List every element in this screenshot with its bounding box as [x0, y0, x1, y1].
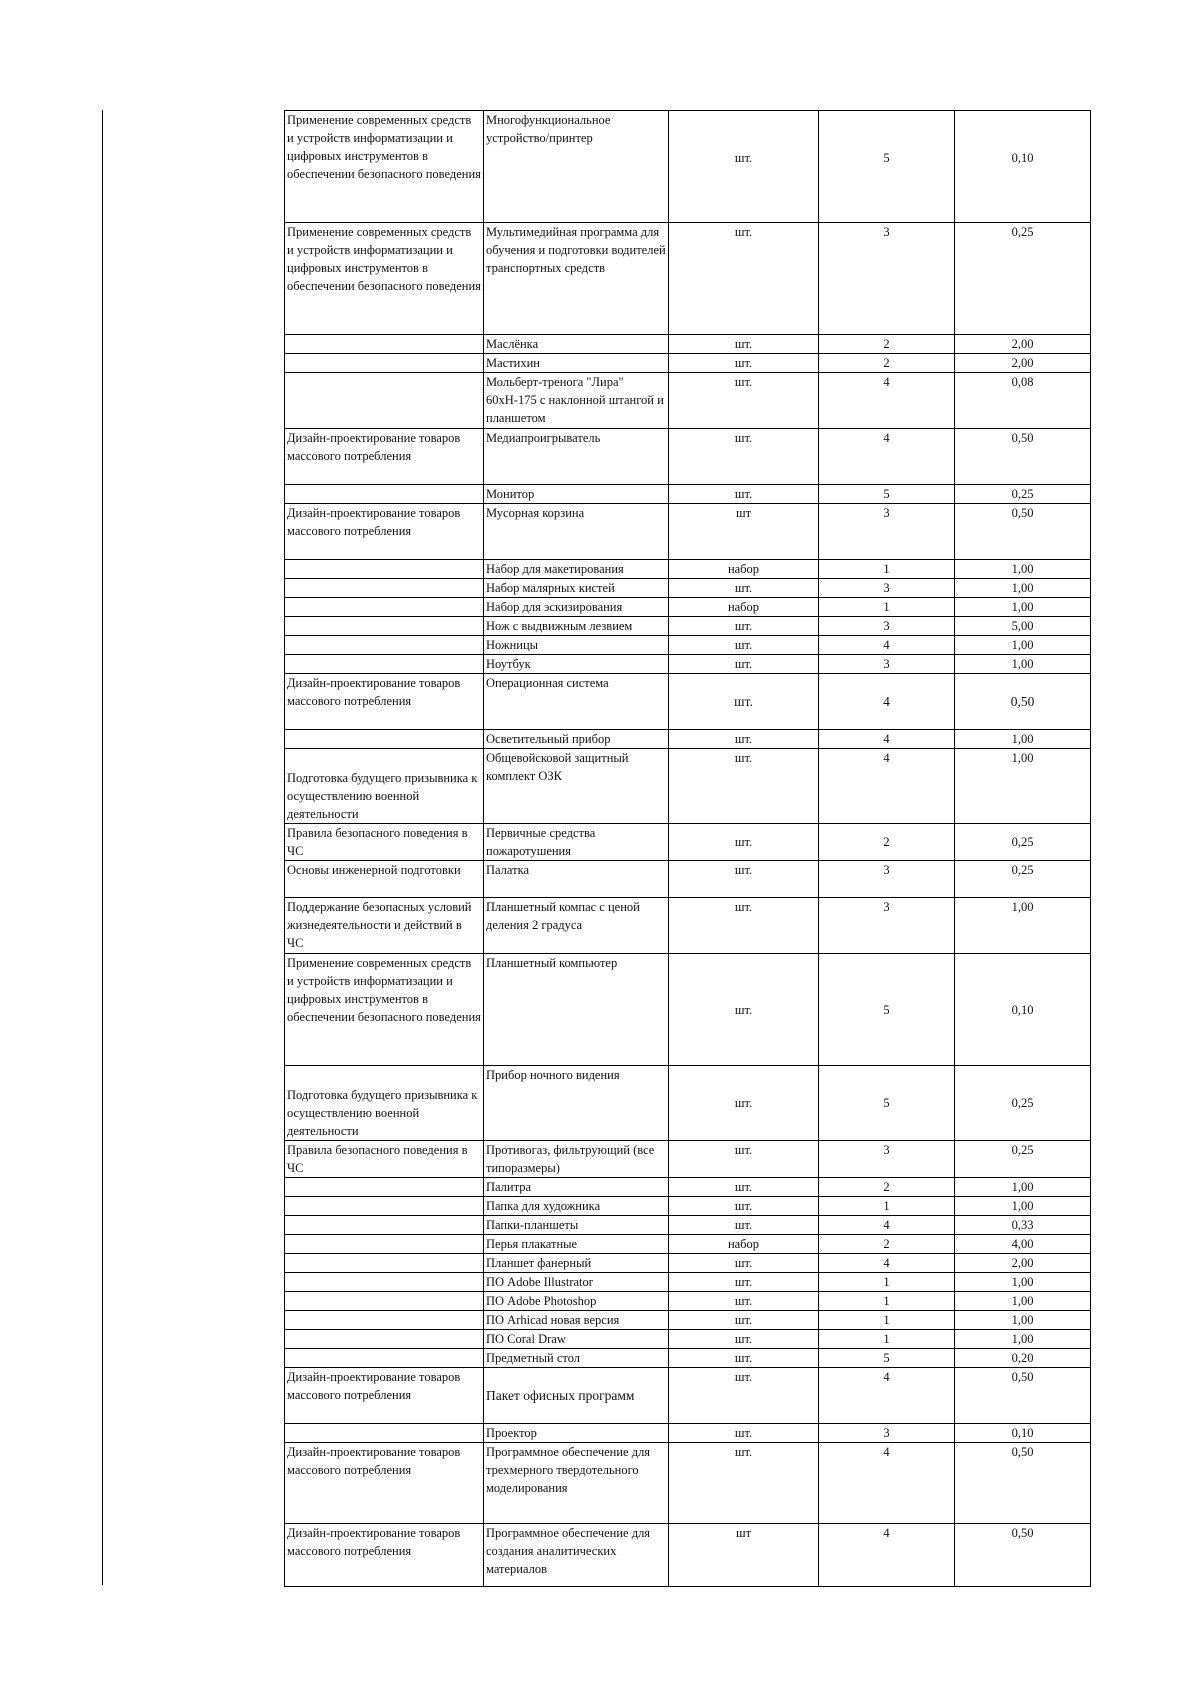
- table-row: [285, 1216, 1091, 1235]
- section-cell: [285, 335, 484, 354]
- table-row: [285, 1524, 1091, 1587]
- unit-cell: шт.: [669, 1216, 819, 1235]
- unit-cell: шт.: [669, 335, 819, 354]
- unit-cell: шт.: [669, 655, 819, 674]
- item-name-cell: Монитор: [484, 485, 669, 504]
- item-name-cell: Палитра: [484, 1178, 669, 1197]
- item-name-cell: Общевойсковой защитный комплект ОЗК: [484, 749, 669, 824]
- table-row: [285, 655, 1091, 674]
- unit-cell: шт.: [669, 1141, 819, 1178]
- table-row: [285, 1066, 1091, 1141]
- item-name-cell: Папка для художника: [484, 1197, 669, 1216]
- section-cell: Применение современных средств и устройств информатизации и цифровых инструментов в обеспечении безопасного поведения: [285, 111, 484, 223]
- item-name-cell: Первичные средства пожаротушения: [484, 824, 669, 861]
- coefficient-cell: 2,00: [955, 335, 1091, 354]
- table-row: [285, 1311, 1091, 1330]
- unit-cell: шт.: [669, 1349, 819, 1368]
- coefficient-cell: 1,00: [955, 749, 1091, 824]
- section-cell: [285, 636, 484, 655]
- item-name-cell: ПО Adobe Photoshop: [484, 1292, 669, 1311]
- item-name-cell: ПО Coral Draw: [484, 1330, 669, 1349]
- item-name-cell: Противогаз, фильтрующий (все типоразмеры): [484, 1141, 669, 1178]
- unit-cell: шт.: [669, 1311, 819, 1330]
- coefficient-cell: 1,00: [955, 1311, 1091, 1330]
- item-name-cell: Многофункциональное устройство/принтер: [484, 111, 669, 223]
- quantity-cell: 1: [819, 598, 955, 617]
- table-row: [285, 1368, 1091, 1424]
- unit-cell: шт.: [669, 954, 819, 1066]
- item-name-cell: Набор для макетирования: [484, 560, 669, 579]
- unit-cell: шт.: [669, 485, 819, 504]
- coefficient-cell: 0,33: [955, 1216, 1091, 1235]
- unit-cell: шт.: [669, 861, 819, 898]
- coefficient-cell: 0,25: [955, 1141, 1091, 1178]
- quantity-cell: 2: [819, 1235, 955, 1254]
- table-row: [285, 1330, 1091, 1349]
- quantity-cell: 3: [819, 504, 955, 560]
- section-cell: [285, 373, 484, 429]
- unit-cell: шт.: [669, 1254, 819, 1273]
- table-row: [285, 223, 1091, 335]
- coefficient-cell: 0,50: [955, 1443, 1091, 1524]
- unit-cell: шт.: [669, 1368, 819, 1424]
- quantity-cell: 1: [819, 1197, 955, 1216]
- coefficient-cell: 1,00: [955, 560, 1091, 579]
- item-name-cell: Ножницы: [484, 636, 669, 655]
- table-row: [285, 598, 1091, 617]
- item-name-cell: Планшет фанерный: [484, 1254, 669, 1273]
- item-name-cell: Пакет офисных программ: [484, 1368, 669, 1424]
- table-row: [285, 1273, 1091, 1292]
- section-cell: [285, 598, 484, 617]
- quantity-cell: 3: [819, 579, 955, 598]
- table-row: [285, 1349, 1091, 1368]
- section-cell: Дизайн-проектирование товаров массового потребления: [285, 674, 484, 730]
- item-name-cell: Медиапроигрыватель: [484, 429, 669, 485]
- unit-cell: шт.: [669, 824, 819, 861]
- unit-cell: шт.: [669, 749, 819, 824]
- section-cell: Дизайн-проектирование товаров массового потребления: [285, 1443, 484, 1524]
- quantity-cell: 3: [819, 861, 955, 898]
- section-cell: Применение современных средств и устройств информатизации и цифровых инструментов в обеспечении безопасного поведения: [285, 223, 484, 335]
- coefficient-cell: 4,00: [955, 1235, 1091, 1254]
- quantity-cell: 1: [819, 1292, 955, 1311]
- quantity-cell: 3: [819, 898, 955, 954]
- coefficient-cell: 0,25: [955, 861, 1091, 898]
- quantity-cell: 5: [819, 954, 955, 1066]
- quantity-cell: 4: [819, 636, 955, 655]
- unit-cell: шт.: [669, 111, 819, 223]
- section-cell: [285, 1235, 484, 1254]
- table-row: [285, 636, 1091, 655]
- quantity-cell: 4: [819, 373, 955, 429]
- coefficient-cell: 0,25: [955, 1066, 1091, 1141]
- item-name-cell: Операционная система: [484, 674, 669, 730]
- table-row: [285, 1254, 1091, 1273]
- equipment-table: [284, 110, 1091, 1587]
- item-name-cell: Программное обеспечение для создания аналитических материалов: [484, 1524, 669, 1587]
- coefficient-cell: 0,10: [955, 1424, 1091, 1443]
- quantity-cell: 2: [819, 354, 955, 373]
- quantity-cell: 2: [819, 824, 955, 861]
- item-name-cell: Ноутбук: [484, 655, 669, 674]
- section-cell: Дизайн-проектирование товаров массового потребления: [285, 1524, 484, 1587]
- quantity-cell: 5: [819, 1066, 955, 1141]
- section-cell: [285, 730, 484, 749]
- section-cell: [285, 655, 484, 674]
- item-name-cell: Планшетный компас с ценой деления 2 градуса: [484, 898, 669, 954]
- coefficient-cell: 0,10: [955, 111, 1091, 223]
- section-cell: Правила безопасного поведения в ЧС: [285, 824, 484, 861]
- item-name-cell: Маслёнка: [484, 335, 669, 354]
- unit-cell: набор: [669, 1235, 819, 1254]
- unit-cell: шт.: [669, 429, 819, 485]
- table-row: [285, 579, 1091, 598]
- unit-cell: шт.: [669, 223, 819, 335]
- quantity-cell: 4: [819, 1524, 955, 1587]
- coefficient-cell: 5,00: [955, 617, 1091, 636]
- item-name-cell: Набор для эскизирования: [484, 598, 669, 617]
- table-row: [285, 898, 1091, 954]
- section-cell: [285, 1330, 484, 1349]
- item-name-cell: Осветительный прибор: [484, 730, 669, 749]
- table-row: [285, 749, 1091, 824]
- table-row: [285, 429, 1091, 485]
- unit-cell: шт.: [669, 730, 819, 749]
- unit-cell: шт.: [669, 617, 819, 636]
- coefficient-cell: 0,50: [955, 1524, 1091, 1587]
- table-row: [285, 485, 1091, 504]
- unit-cell: шт.: [669, 373, 819, 429]
- table-row: [285, 824, 1091, 861]
- quantity-cell: 4: [819, 674, 955, 730]
- section-cell: [285, 617, 484, 636]
- coefficient-cell: 1,00: [955, 1330, 1091, 1349]
- section-cell: [285, 1273, 484, 1292]
- coefficient-cell: 1,00: [955, 898, 1091, 954]
- unit-cell: шт.: [669, 354, 819, 373]
- table-row: [285, 373, 1091, 429]
- coefficient-cell: 2,00: [955, 1254, 1091, 1273]
- unit-cell: шт.: [669, 898, 819, 954]
- quantity-cell: 2: [819, 335, 955, 354]
- coefficient-cell: 1,00: [955, 1292, 1091, 1311]
- quantity-cell: 5: [819, 1349, 955, 1368]
- item-name-cell: Программное обеспечение для трехмерного твердотельного моделирования: [484, 1443, 669, 1524]
- table-row: [285, 674, 1091, 730]
- quantity-cell: 4: [819, 1216, 955, 1235]
- quantity-cell: 3: [819, 223, 955, 335]
- section-cell: [285, 1197, 484, 1216]
- quantity-cell: 3: [819, 1424, 955, 1443]
- section-cell: [285, 1178, 484, 1197]
- table-row: [285, 730, 1091, 749]
- quantity-cell: 5: [819, 111, 955, 223]
- unit-cell: шт.: [669, 636, 819, 655]
- coefficient-cell: 0,50: [955, 504, 1091, 560]
- coefficient-cell: 1,00: [955, 636, 1091, 655]
- coefficient-cell: 1,00: [955, 1197, 1091, 1216]
- table-row: [285, 954, 1091, 1066]
- coefficient-cell: 0,25: [955, 824, 1091, 861]
- coefficient-cell: 0,50: [955, 674, 1091, 730]
- section-cell: [285, 579, 484, 598]
- coefficient-cell: 0,20: [955, 1349, 1091, 1368]
- coefficient-cell: 0,10: [955, 954, 1091, 1066]
- section-cell: [285, 1424, 484, 1443]
- item-name-cell: Мультимедийная программа для обучения и подготовки водителей транспортных средств: [484, 223, 669, 335]
- table-row: [285, 335, 1091, 354]
- coefficient-cell: 1,00: [955, 655, 1091, 674]
- coefficient-cell: 2,00: [955, 354, 1091, 373]
- table-row: [285, 1443, 1091, 1524]
- item-name-cell: Прибор ночного видения: [484, 1066, 669, 1141]
- section-cell: Поддержание безопасных условий жизнедеятельности и действий в ЧС: [285, 898, 484, 954]
- section-cell: Подготовка будущего призывника к осуществлению военной деятельности: [285, 1066, 484, 1141]
- item-name-cell: Нож с выдвижным лезвием: [484, 617, 669, 636]
- unit-cell: шт.: [669, 1197, 819, 1216]
- coefficient-cell: 0,25: [955, 223, 1091, 335]
- section-cell: [285, 560, 484, 579]
- quantity-cell: 4: [819, 749, 955, 824]
- coefficient-cell: 0,25: [955, 485, 1091, 504]
- quantity-cell: 4: [819, 1368, 955, 1424]
- unit-cell: набор: [669, 598, 819, 617]
- quantity-cell: 3: [819, 1141, 955, 1178]
- section-cell: [285, 1311, 484, 1330]
- table-body: [285, 111, 1091, 1587]
- unit-cell: шт.: [669, 1273, 819, 1292]
- table-row: [285, 861, 1091, 898]
- coefficient-cell: 0,50: [955, 429, 1091, 485]
- section-cell: [285, 1292, 484, 1311]
- coefficient-cell: 1,00: [955, 1178, 1091, 1197]
- section-cell: [285, 485, 484, 504]
- section-cell: Основы инженерной подготовки: [285, 861, 484, 898]
- section-cell: [285, 1216, 484, 1235]
- quantity-cell: 3: [819, 617, 955, 636]
- unit-cell: шт: [669, 504, 819, 560]
- quantity-cell: 4: [819, 1443, 955, 1524]
- unit-cell: шт.: [669, 579, 819, 598]
- quantity-cell: 5: [819, 485, 955, 504]
- item-name-cell: Мусорная корзина: [484, 504, 669, 560]
- coefficient-cell: 0,50: [955, 1368, 1091, 1424]
- section-cell: Дизайн-проектирование товаров массового потребления: [285, 504, 484, 560]
- unit-cell: шт.: [669, 1292, 819, 1311]
- table-row: [285, 560, 1091, 579]
- item-name-cell: Мастихин: [484, 354, 669, 373]
- unit-cell: шт: [669, 1524, 819, 1587]
- coefficient-cell: 0,08: [955, 373, 1091, 429]
- quantity-cell: 2: [819, 1178, 955, 1197]
- item-name-cell: ПО Arhicad новая версия: [484, 1311, 669, 1330]
- section-cell: Применение современных средств и устройств информатизации и цифровых инструментов в обеспечении безопасного поведения: [285, 954, 484, 1066]
- item-name-cell: ПО Adobe Illustrator: [484, 1273, 669, 1292]
- unit-cell: шт.: [669, 1330, 819, 1349]
- section-cell: Дизайн-проектирование товаров массового потребления: [285, 429, 484, 485]
- table-row: [285, 1141, 1091, 1178]
- quantity-cell: 1: [819, 1311, 955, 1330]
- item-name-cell: Набор малярных кистей: [484, 579, 669, 598]
- table-row: [285, 1424, 1091, 1443]
- table-row: [285, 617, 1091, 636]
- table-row: [285, 111, 1091, 223]
- coefficient-cell: 1,00: [955, 1273, 1091, 1292]
- section-cell: [285, 1349, 484, 1368]
- unit-cell: шт.: [669, 1424, 819, 1443]
- unit-cell: набор: [669, 560, 819, 579]
- coefficient-cell: 1,00: [955, 579, 1091, 598]
- section-cell: Правила безопасного поведения в ЧС: [285, 1141, 484, 1178]
- unit-cell: шт.: [669, 674, 819, 730]
- quantity-cell: 4: [819, 429, 955, 485]
- quantity-cell: 4: [819, 730, 955, 749]
- table-row: [285, 1292, 1091, 1311]
- item-name-cell: Палатка: [484, 861, 669, 898]
- item-name-cell: Папки-планшеты: [484, 1216, 669, 1235]
- table-row: [285, 354, 1091, 373]
- table-row: [285, 504, 1091, 560]
- unit-cell: шт.: [669, 1178, 819, 1197]
- section-cell: Дизайн-проектирование товаров массового потребления: [285, 1368, 484, 1424]
- section-cell: [285, 354, 484, 373]
- section-cell: Подготовка будущего призывника к осуществлению военной деятельности: [285, 749, 484, 824]
- item-name-cell: Планшетный компьютер: [484, 954, 669, 1066]
- table-row: [285, 1235, 1091, 1254]
- table-row: [285, 1178, 1091, 1197]
- table-row: [285, 1197, 1091, 1216]
- item-name-cell: Мольберт-тренога "Лира" 60хН-175 с наклонной штангой и планшетом: [484, 373, 669, 429]
- item-name-cell: Перья плакатные: [484, 1235, 669, 1254]
- unit-cell: шт.: [669, 1443, 819, 1524]
- margin-line: [102, 110, 103, 1585]
- coefficient-cell: 1,00: [955, 598, 1091, 617]
- quantity-cell: 1: [819, 1330, 955, 1349]
- unit-cell: шт.: [669, 1066, 819, 1141]
- quantity-cell: 3: [819, 655, 955, 674]
- item-name-cell: Проектор: [484, 1424, 669, 1443]
- coefficient-cell: 1,00: [955, 730, 1091, 749]
- section-cell: [285, 1254, 484, 1273]
- quantity-cell: 4: [819, 1254, 955, 1273]
- quantity-cell: 1: [819, 1273, 955, 1292]
- quantity-cell: 1: [819, 560, 955, 579]
- item-name-cell: Предметный стол: [484, 1349, 669, 1368]
